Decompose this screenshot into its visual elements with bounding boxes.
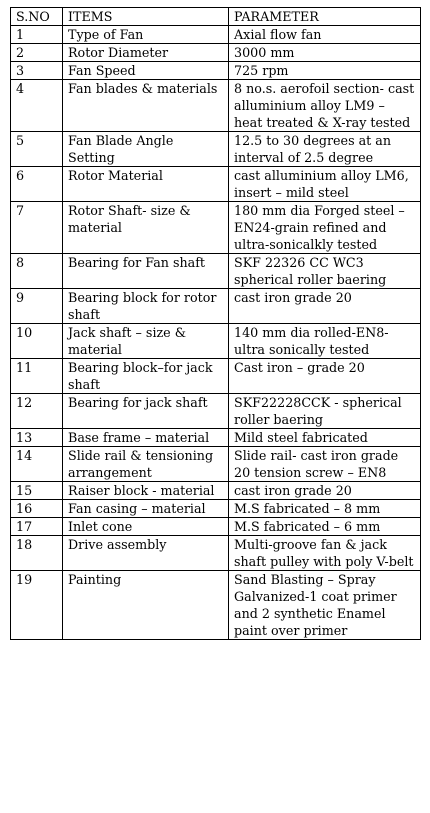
row-sno: 15 [11,482,63,500]
row-parameter: 725 rpm [229,62,421,80]
row-sno: 6 [11,167,63,202]
header-row [11,8,421,26]
row-sno: 13 [11,429,63,447]
table-row [11,518,421,536]
table-row [11,324,421,359]
row-item: Rotor Material [63,167,229,202]
row-sno: 1 [11,26,63,44]
row-item: Inlet cone [63,518,229,536]
row-parameter: cast alluminium alloy LM6, insert – mild steel [229,167,421,202]
table-row [11,132,421,167]
row-parameter: cast iron grade 20 [229,289,421,324]
row-sno: 18 [11,536,63,571]
row-item: Type of Fan [63,26,229,44]
row-sno: 2 [11,44,63,62]
row-parameter: cast iron grade 20 [229,482,421,500]
row-item: Painting [63,571,229,640]
row-item: Jack shaft – size & material [63,324,229,359]
header-sno: S.NO [11,8,63,26]
row-item: Raiser block - material [63,482,229,500]
row-item: Fan blades & materials [63,80,229,132]
row-sno: 10 [11,324,63,359]
table-row [11,394,421,429]
table-row [11,482,421,500]
row-sno: 4 [11,80,63,132]
table-row [11,254,421,289]
header-parameter: PARAMETER [229,8,421,26]
table-row [11,359,421,394]
specification-table [10,7,421,640]
table-row [11,62,421,80]
row-item: Fan Blade Angle Setting [63,132,229,167]
row-item: Rotor Shaft- size & material [63,202,229,254]
row-parameter: 3000 mm [229,44,421,62]
row-parameter: 140 mm dia rolled-EN8- ultra sonically tested [229,324,421,359]
row-sno: 17 [11,518,63,536]
row-item: Bearing block–for jack shaft [63,359,229,394]
table-row [11,167,421,202]
row-item: Bearing for jack shaft [63,394,229,429]
row-parameter: Cast iron – grade 20 [229,359,421,394]
row-item: Base frame – material [63,429,229,447]
row-parameter: 8 no.s. aerofoil section- cast alluminium alloy LM9 – heat treated & X-ray tested [229,80,421,132]
table-row [11,571,421,640]
row-sno: 3 [11,62,63,80]
row-item: Drive assembly [63,536,229,571]
row-sno: 14 [11,447,63,482]
table-row [11,202,421,254]
row-sno: 9 [11,289,63,324]
table-row [11,536,421,571]
row-item: Rotor Diameter [63,44,229,62]
row-sno: 7 [11,202,63,254]
table-row [11,500,421,518]
table-row [11,26,421,44]
row-parameter: 180 mm dia Forged steel – EN24-grain refined and ultra-sonicalkly tested [229,202,421,254]
table-row [11,80,421,132]
row-parameter: 12.5 to 30 degrees at an interval of 2.5 degree [229,132,421,167]
row-sno: 16 [11,500,63,518]
row-sno: 11 [11,359,63,394]
row-parameter: SKF 22326 CC WC3 spherical roller baering [229,254,421,289]
table-row [11,447,421,482]
row-item: Fan Speed [63,62,229,80]
row-parameter: Mild steel fabricated [229,429,421,447]
row-parameter: Axial flow fan [229,26,421,44]
table-row [11,429,421,447]
row-item: Fan casing – material [63,500,229,518]
row-item: Bearing for Fan shaft [63,254,229,289]
row-sno: 12 [11,394,63,429]
row-parameter: M.S fabricated – 6 mm [229,518,421,536]
row-sno: 8 [11,254,63,289]
row-sno: 5 [11,132,63,167]
row-sno: 19 [11,571,63,640]
table-row [11,289,421,324]
row-item: Slide rail & tensioning arrangement [63,447,229,482]
row-item: Bearing block for rotor shaft [63,289,229,324]
row-parameter: SKF22228CCK - spherical roller baering [229,394,421,429]
row-parameter: M.S fabricated – 8 mm [229,500,421,518]
row-parameter: Sand Blasting – Spray Galvanized-1 coat primer and 2 synthetic Enamel paint over primer [229,571,421,640]
table-row [11,44,421,62]
row-parameter: Multi-groove fan & jack shaft pulley with poly V-belt [229,536,421,571]
header-items: ITEMS [63,8,229,26]
row-parameter: Slide rail- cast iron grade 20 tension screw – EN8 [229,447,421,482]
table-body [11,26,421,640]
